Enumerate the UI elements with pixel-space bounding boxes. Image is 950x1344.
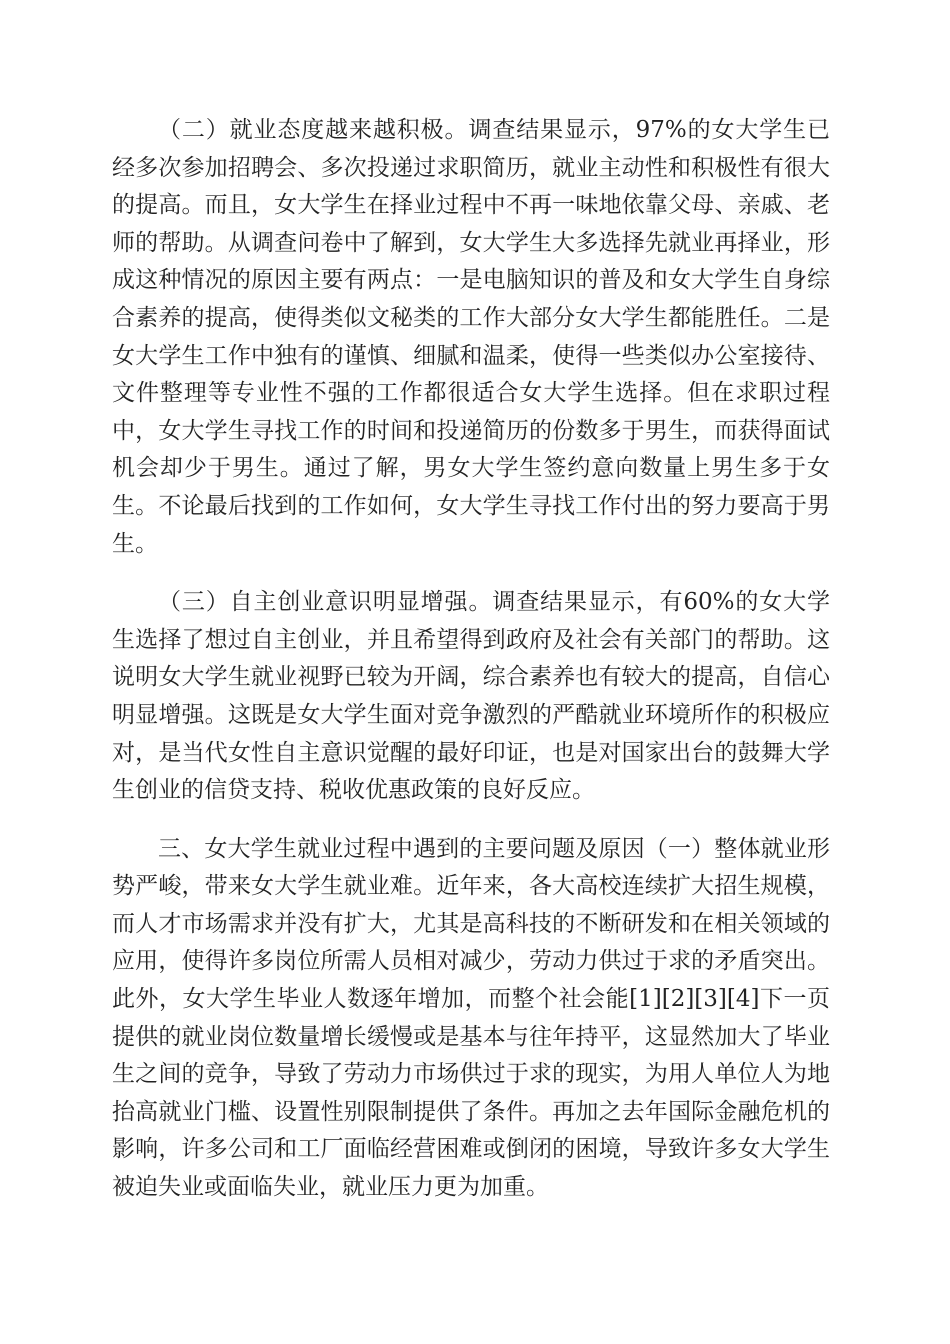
paragraph-main-problems: 三、女大学生就业过程中遇到的主要问题及原因（一）整体就业形势严峻，带来女大学生就业难。近年来，各大高校连续扩大招生规模，而人才市场需求并没有扩大，尤其是高科技的不断研发和在相关领域的应用，使得许多岗位所需人员相对减少，劳动力供过于求的矛盾突出。此外，女大学生毕业人数逐年增加，而整个社会能[1][2][3][4]下一页提供的就业岗位数量增长缓慢或是基本与往年持平，这显然加大了毕业生之间的竞争，导致了劳动力市场供过于求的现实，为用人单位人为地抬高就业门槛、设置性别限制提供了条件。再加之去年国际金融危机的影响，许多公司和工厂面临经营困难或倒闭的困境，导致许多女大学生被迫失业或面临失业，就业压力更为加重。 (112, 835, 830, 1201)
paragraph-entrepreneurship: （三）自主创业意识明显增强。调查结果显示，有60%的女大学生选择了想过自主创业，并且希望得到政府及社会有关部门的帮助。这说明女大学生就业视野已较为开阔，综合素养也有较大的提高，自信心明显增强。这既是女大学生面对竞争激烈的严酷就业环境所作的积极应对，是当代女性自主意识觉醒的最好印证，也是对国家出台的鼓舞大学生创业的信贷支持、税收优惠政策的良好反应。 (112, 589, 830, 804)
document-page (112, 112, 830, 1207)
paragraph-employment-attitude: （二）就业态度越来越积极。调查结果显示，97%的女大学生已经多次参加招聘会、多次投递过求职简历，就业主动性和积极性有很大的提高。而且，女大学生在择业过程中不再一味地依靠父母、亲戚、老师的帮助。从调查问卷中了解到，女大学生大多选择先就业再择业，形成这种情况的原因主要有两点：一是电脑知识的普及和女大学生自身综合素养的提高，使得类似文秘类的工作大部分女大学生都能胜任。二是女大学生工作中独有的谨慎、细腻和温柔，使得一些类似办公室接待、文件整理等专业性不强的工作都很适合女大学生选择。但在求职过程中，女大学生寻找工作的时间和投递简历的份数多于男生，而获得面试机会却少于男生。通过了解，男女大学生签约意向数量上男生多于女生。不论最后找到的工作如何，女大学生寻找工作付出的努力要高于男生。 (112, 117, 830, 557)
